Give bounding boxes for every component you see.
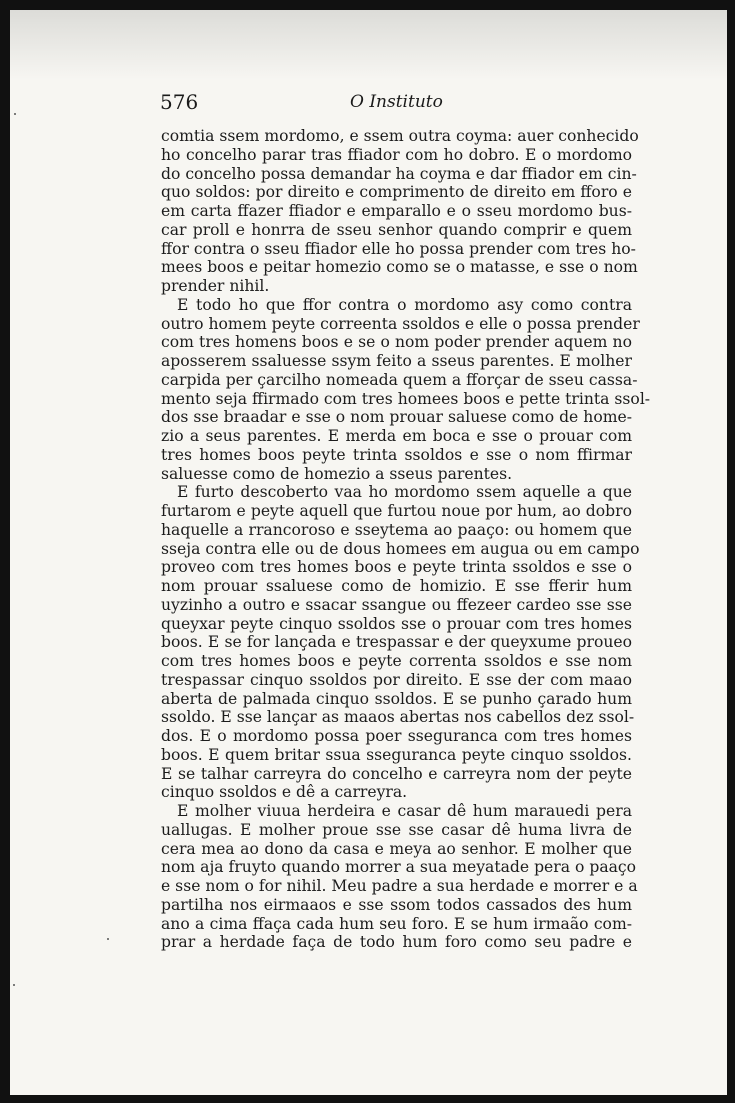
text-line: trespassar cinquo ssoldos por direito. E sse der com maao bbox=[161, 670, 632, 689]
text-line: com tres homes boos e peyte correnta ssoldos e sse nom bbox=[161, 652, 632, 670]
text-line: nom prouar ssaluese como de homizio. E sse fferir hum bbox=[161, 577, 632, 595]
text-line: prender nihil. bbox=[161, 277, 270, 295]
page-header bbox=[160, 90, 630, 120]
text-line: car proll e honrra de sseu senhor quando comprir e quem bbox=[161, 220, 632, 239]
running-title: O Instituto bbox=[350, 92, 443, 112]
text-line: em carta ffazer ffiador e emparallo e o sseu mordomo bus- bbox=[161, 202, 632, 220]
text-line: mento seja ffirmado com tres homees boos e pette trinta ssol- bbox=[161, 389, 651, 408]
text-line: sseja contra elle ou de dous homees em augua ou em campo bbox=[161, 539, 640, 558]
text-line: boos. E quem britar ssua sseguranca peyte cinquo ssoldos. bbox=[161, 745, 632, 764]
scan-speck bbox=[14, 113, 16, 115]
text-line: prar a herdade faça de todo hum foro como seu padre e bbox=[161, 933, 632, 952]
text-line: quo soldos: por direito e comprimento de direito em fforo e bbox=[161, 183, 632, 202]
text-line: dos sse braadar e sse o nom prouar saluese como de home- bbox=[161, 408, 632, 427]
text-line: partilha nos eirmaaos e sse ssom todos cassados des hum bbox=[161, 895, 632, 914]
text-line: cinquo ssoldos e dê a carreyra. bbox=[161, 783, 408, 802]
text-line: saluesse como de homezio a sseus parentes. bbox=[161, 464, 513, 483]
text-line: haquelle a rrancoroso e sseytema ao paaço: ou homem que bbox=[161, 520, 632, 539]
text-line: proveo com tres homes boos e peyte trinta ssoldos e sse o bbox=[161, 558, 632, 577]
text-line: outro homem peyte correenta ssoldos e elle o possa prender bbox=[161, 314, 640, 333]
text-line: zio a seus parentes. E merda em boca e sse o prouar com bbox=[161, 427, 632, 445]
text-line: uallugas. E molher proue sse sse casar dê huma livra de bbox=[161, 820, 632, 839]
text-line: carpida per çarcilho nomeada quem a fforçar de sseu cassa- bbox=[161, 370, 638, 389]
text-line: furtarom e peyte aquell que furtou noue por hum, ao dobro bbox=[161, 502, 632, 520]
scanned-page bbox=[10, 10, 727, 1095]
text-line: nom aja fruyto quando morrer a sua meyatade pera o paaço bbox=[161, 858, 637, 877]
text-line: com tres homens boos e se o nom poder prender aquem no bbox=[161, 333, 632, 352]
text-line: aberta de palmada cinquo ssoldos. E se punho çarado hum bbox=[161, 689, 632, 708]
scan-speck bbox=[13, 984, 15, 986]
text-line: tres homes boos peyte trinta ssoldos e sse o nom ffirmar bbox=[161, 445, 632, 464]
page-number: 576 bbox=[160, 90, 199, 114]
text-line: cera mea ao dono da casa e meya ao senhor. E molher que bbox=[161, 839, 632, 858]
text-line: mees boos e peitar homezio como se o matasse, e sse o nom bbox=[161, 258, 638, 277]
text-line: comtia ssem mordomo, e ssem outra coyma: auer conhecido bbox=[161, 127, 639, 145]
text-line: queyxar peyte cinquo ssoldos sse o prouar com tres homes bbox=[161, 614, 632, 633]
text-line: ano a cima ffaça cada hum seu foro. E se hum irmaão com- bbox=[161, 914, 632, 933]
text-line: do concelho possa demandar ha coyma e dar ffiador em cin- bbox=[161, 164, 637, 183]
scan-shadow bbox=[10, 10, 727, 80]
text-line: aposserem ssaluesse ssym feito a sseus parentes. E molher bbox=[161, 352, 632, 370]
text-line: E todo ho que ffor contra o mordomo asy como contra bbox=[177, 295, 632, 314]
text-line: uyzinho a outro e ssacar ssangue ou ffezeer cardeo sse sse bbox=[161, 595, 632, 614]
scan-speck bbox=[107, 938, 109, 940]
text-line: ffor contra o sseu ffiador elle ho possa prender com tres ho- bbox=[161, 239, 636, 258]
body-text bbox=[161, 127, 651, 952]
text-line: E molher viuua herdeira e casar dê hum marauedi pera bbox=[177, 802, 632, 820]
text-line: E se talhar carreyra do concelho e carreyra nom der peyte bbox=[161, 764, 632, 783]
text-line: ho concelho parar tras ffiador com ho dobro. E o mordomo bbox=[161, 145, 632, 164]
text-line: dos. E o mordomo possa poer sseguranca com tres homes bbox=[161, 727, 632, 745]
text-line: e sse nom o for nihil. Meu padre a sua herdade e morrer e a bbox=[161, 877, 638, 895]
text-line: ssoldo. E sse lançar as maaos abertas nos cabellos dez ssol- bbox=[161, 708, 635, 727]
text-line: boos. E se for lançada e trespassar e der queyxume proueo bbox=[161, 633, 632, 652]
text-line: E furto descoberto vaa ho mordomo ssem aquelle a que bbox=[177, 483, 632, 502]
